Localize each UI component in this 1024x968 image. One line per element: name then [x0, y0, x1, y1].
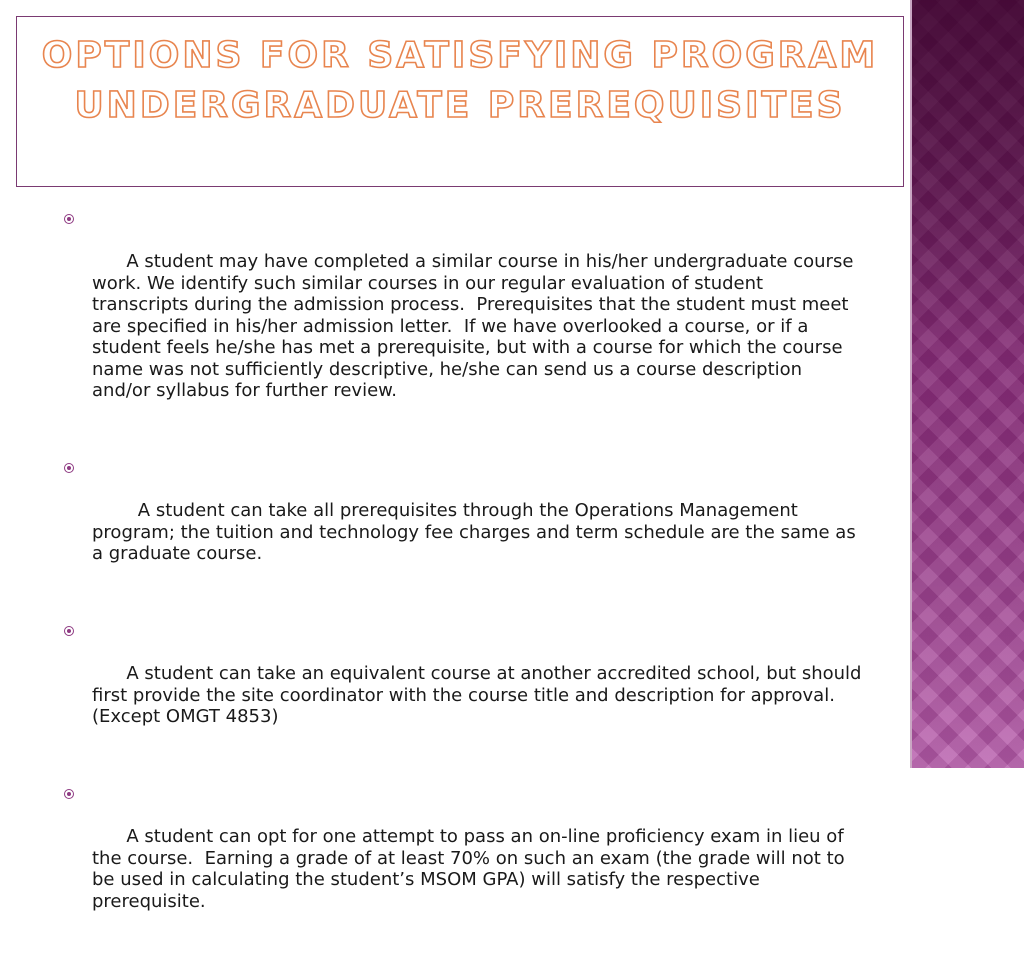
- bullet-item: [62, 457, 862, 586]
- bullet-text: A student can opt for one attempt to pass an on-line proficiency exam in lieu of the course. Earning a grade of at least 70% on such an exam (the grade will not to be used in calculating the student’s MSOM GPA) will satisfy the respective prerequisite.: [92, 826, 851, 912]
- decorative-side-band: [912, 0, 1024, 768]
- bullet-text: A student can take an equivalent course at another accredited school, but should first provide the site coordinator with the course title and description for approval. (Except OMGT 4853): [92, 663, 868, 727]
- circled-dot-icon: [64, 789, 74, 799]
- bullet-text: A student can take all prerequisites through the Operations Management program; the tuition and technology fee charges and term schedule are the same as a graduate course.: [92, 500, 862, 564]
- title-box: [16, 16, 904, 187]
- slide-title: [17, 31, 903, 131]
- circled-dot-icon: [64, 214, 74, 224]
- bullet-text: A student may have completed a similar course in his/her undergraduate course work. We identify such similar courses in our regular evaluation of student transcripts during the admission process. Prerequisites that the student must meet are specified in his/her admission letter. If we have overlooked a course, or if a student feels he/she has met a prerequisite, but with a course for which the course name was not sufficiently descriptive, he/she can send us a course description and/or syllabus for further review.: [92, 251, 860, 401]
- title-line-1: OPTIONS FOR SATISFYING PROGRAM: [41, 35, 879, 76]
- bullet-item: [62, 208, 862, 423]
- circled-dot-icon: [64, 626, 74, 636]
- bullet-item: [62, 783, 862, 934]
- circled-dot-icon: [64, 463, 74, 473]
- bullet-item: [62, 620, 868, 749]
- title-line-2: UNDERGRADUATE PREREQUISITES: [74, 85, 846, 126]
- bullet-list: [62, 208, 868, 968]
